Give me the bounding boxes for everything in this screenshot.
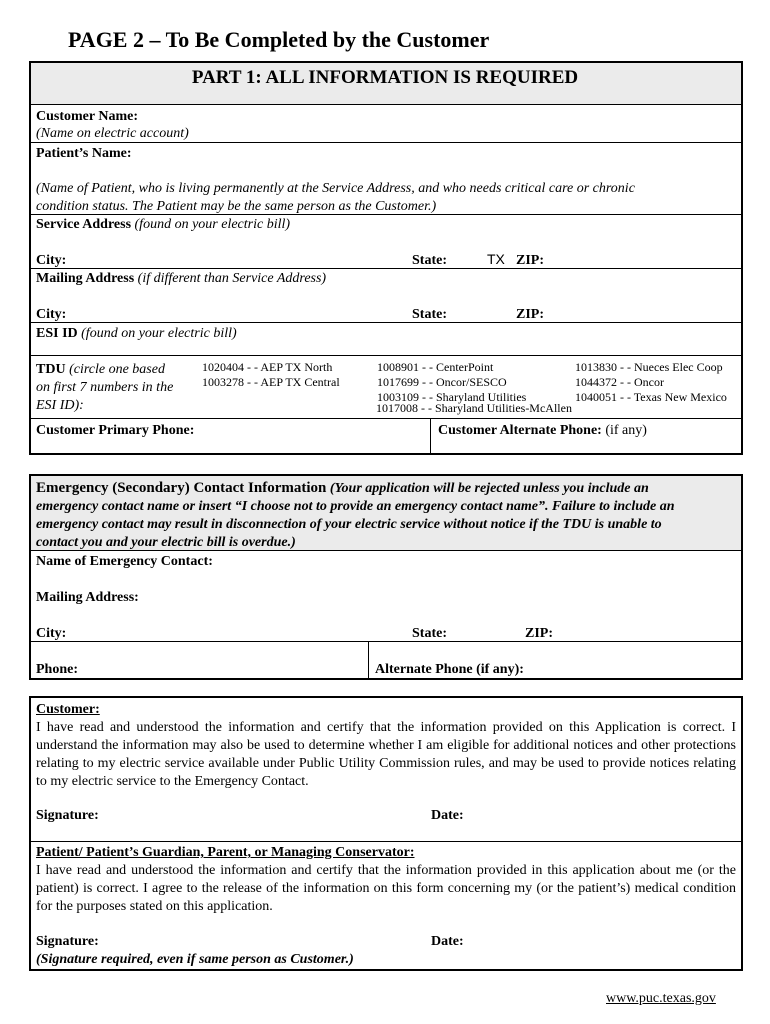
city-label: City: — [36, 253, 67, 268]
customer-primary-phone-label: Customer Primary Phone: — [36, 423, 195, 438]
service-address-row — [36, 216, 290, 233]
customer-alternate-phone-row — [438, 422, 647, 439]
tdu-option[interactable]: 1013830 - - Nueces Elec Coop — [575, 360, 723, 374]
service-address-note: (found on your electric bill) — [134, 217, 291, 232]
state-label: State: — [412, 253, 447, 268]
patient-name-note-2: condition status. The Patient may be the same person as the Customer.) — [36, 199, 437, 214]
emergency-note-1: (Your application will be rejected unless you include an — [329, 481, 649, 496]
tdu-note-3: ESI ID): — [36, 398, 84, 413]
part1-header: PART 1: ALL INFORMATION IS REQUIRED — [191, 67, 579, 88]
esi-id-note: (found on your electric bill) — [81, 326, 237, 341]
patient-name-note-1: (Name of Patient, who is living permanently at the Service Address, and who needs critical care or chronic — [36, 181, 635, 196]
patient-signature-note: (Signature required, even if same person as Customer.) — [36, 952, 354, 967]
customer-heading: Customer: — [36, 702, 100, 717]
emergency-header-row — [36, 480, 649, 497]
emergency-phone-label: Phone: — [36, 662, 78, 677]
emergency-header: Emergency (Secondary) Contact Information — [36, 480, 327, 496]
emergency-state-label: State: — [412, 626, 447, 641]
patient-heading: Patient/ Patient’s Guardian, Parent, or Managing Conservator: — [36, 845, 415, 860]
state-value[interactable]: TX — [487, 251, 505, 267]
tdu-option[interactable]: 1008901 - - CenterPoint — [377, 360, 494, 374]
emergency-note-2: emergency contact name or insert “I choose not to provide an emergency contact name”. Failure to include an — [36, 499, 675, 514]
tdu-option[interactable]: 1044372 - - Oncor — [575, 375, 664, 389]
tdu-note-2: on first 7 numbers in the — [36, 380, 174, 395]
patient-certification-text: I have read and understood the information and certify that the information provided in this application about me (or the patient) is correct. I agree to the release of the information on this form concerning my (or the patient’s) medical condition for the purposes stated on this application. — [36, 863, 736, 914]
page-title: PAGE 2 – To Be Completed by the Customer — [68, 27, 490, 52]
tdu-label: TDU — [36, 362, 66, 377]
mailing-address-label: Mailing Address — [36, 271, 135, 286]
tdu-option[interactable]: 1040051 - - Texas New Mexico — [575, 390, 727, 404]
customer-name-label: Customer Name: — [36, 109, 138, 124]
zip2-label: ZIP: — [516, 307, 544, 322]
emergency-note-4: contact you and your electric bill is overdue.) — [36, 535, 296, 550]
patient-signature-label: Signature: — [36, 934, 99, 949]
patient-name-label: Patient’s Name: — [36, 146, 132, 161]
tdu-label-row — [36, 361, 165, 378]
tdu-option[interactable]: 1003109 - - Sharyland Utilities — [377, 390, 527, 404]
customer-signature-label: Signature: — [36, 808, 99, 823]
footer-link[interactable]: www.puc.texas.gov — [606, 991, 716, 1006]
zip-label: ZIP: — [516, 253, 544, 268]
tdu-option[interactable]: 1003278 - - AEP TX Central — [202, 375, 340, 389]
mailing-address-row — [36, 270, 326, 287]
customer-name-note: (Name on electric account) — [36, 126, 189, 141]
esi-id-row — [36, 325, 237, 342]
mailing-address-note: (if different than Service Address) — [137, 271, 327, 286]
customer-certification-text: I have read and understood the information and certify that the information provided on this Application is correct. I understand the information may also be used to determine whether I am eligible for additional notices and other protections relating to my electric service available under Public Utility Commission rules, and may be used to provide notices relating to my electric service to the Emergency Contact. — [36, 720, 736, 789]
emergency-note-3: emergency contact may result in disconnection of your electric service without notice if the TDU is unable to — [36, 517, 662, 532]
esi-id-label: ESI ID — [36, 326, 78, 341]
emergency-alt-phone-label: Alternate Phone (if any): — [375, 662, 524, 677]
patient-date-label: Date: — [431, 934, 464, 949]
tdu-note-1: (circle one based — [69, 362, 165, 377]
service-address-label: Service Address — [36, 217, 132, 232]
emergency-mailing-label: Mailing Address: — [36, 590, 139, 605]
customer-date-label: Date: — [431, 808, 464, 823]
customer-alternate-phone-label: Customer Alternate Phone: — [438, 423, 602, 438]
tdu-option[interactable]: 1020404 - - AEP TX North — [202, 360, 333, 374]
emergency-city-label: City: — [36, 626, 67, 641]
state2-label: State: — [412, 307, 447, 322]
emergency-name-label: Name of Emergency Contact: — [36, 554, 213, 569]
customer-alternate-phone-note: (if any) — [605, 423, 647, 438]
city2-label: City: — [36, 307, 67, 322]
tdu-option[interactable]: 1017008 - - Sharyland Utilities-McAllen — [376, 401, 572, 415]
tdu-option[interactable]: 1017699 - - Oncor/SESCO — [377, 375, 507, 389]
emergency-zip-label: ZIP: — [525, 626, 553, 641]
